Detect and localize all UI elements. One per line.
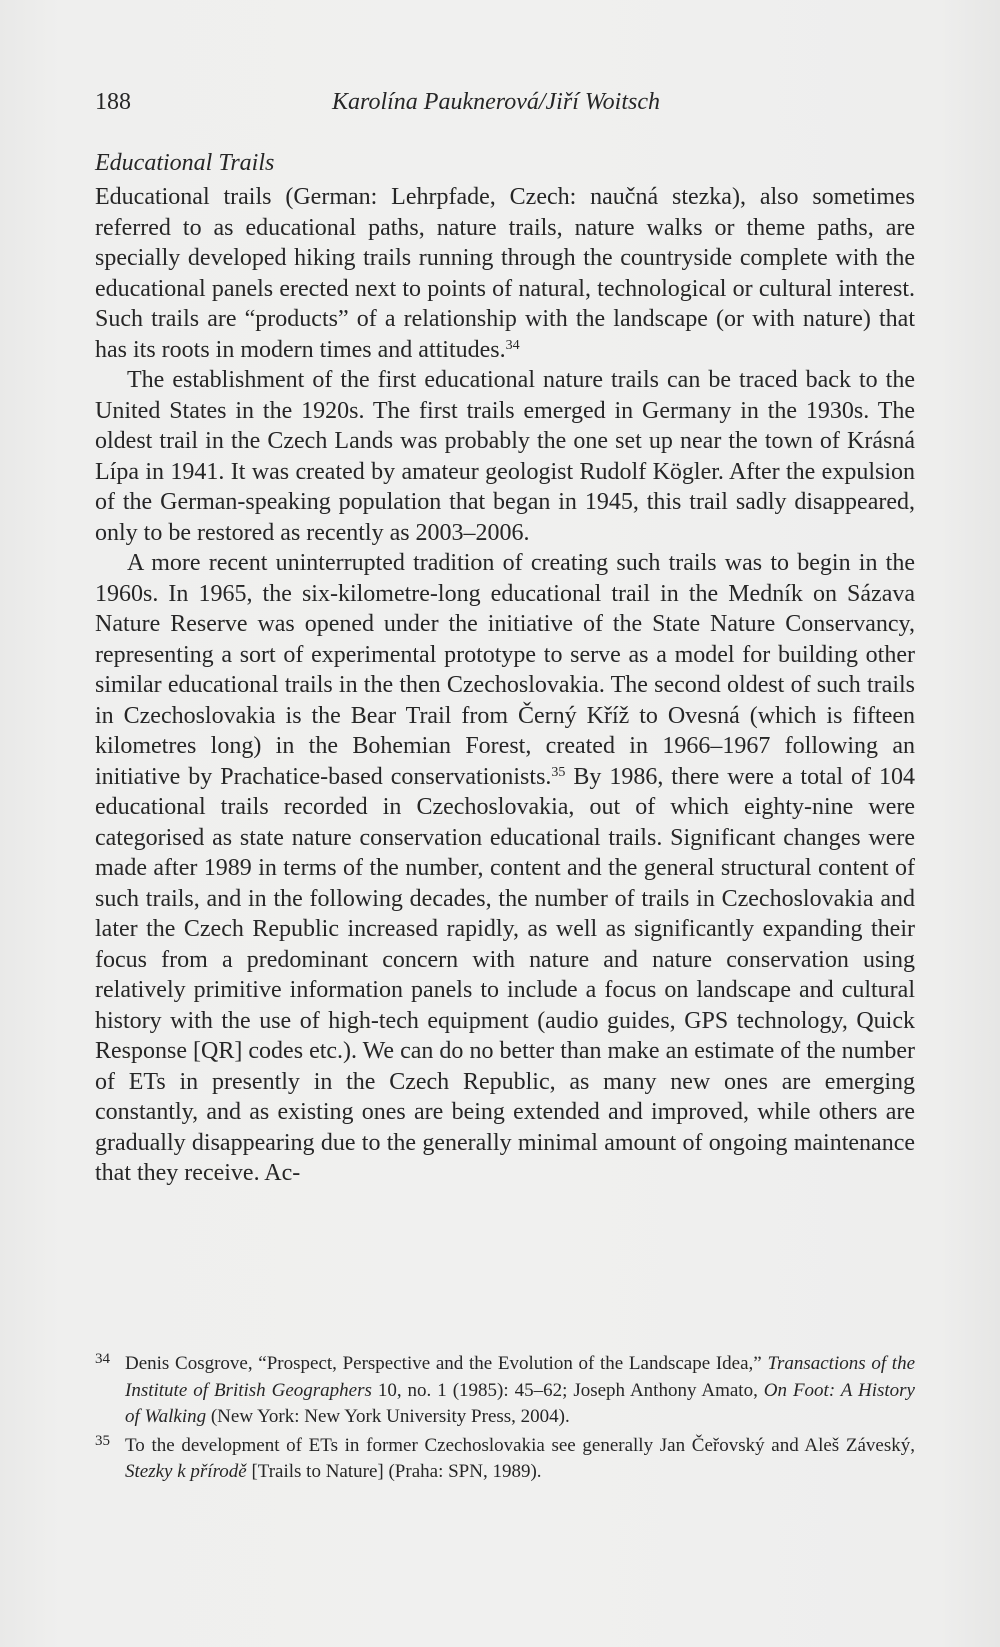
footnote-book-title: On Foot: A History of Walking [125, 1379, 915, 1427]
page-number: 188 [95, 89, 131, 115]
footnote-text: 10, no. 1 (1985): 45–62; Joseph Anthony Amato, [371, 1379, 764, 1401]
paragraph-2: The establishment of the first educational nature trails can be traced back to the United States in the 1920s. The first trails emerged in Germany in the 1930s. The oldest trail in the Czech Lands was probably the one set up near the town of Krásná Lípa in 1941. It was created by amateur geologist Rudolf Kögler. After the expulsion of the German-speaking population that began in 1945, this trail sadly disappeared, only to be restored as recently as 2003–2006. [95, 367, 915, 546]
footnote-34 [95, 1351, 915, 1431]
running-title: Karolína Pauknerová/Jiří Woitsch [332, 89, 660, 115]
paragraph-3 [95, 548, 915, 1189]
footnotes [95, 1351, 915, 1488]
main-text [95, 148, 915, 1189]
paragraph-1 [95, 182, 915, 365]
footnote-35 [95, 1433, 915, 1486]
running-head [95, 84, 915, 120]
footnote-number: 34 [95, 1351, 110, 1367]
footnote-text: [Trails to Nature] (Praha: SPN, 1989). [246, 1461, 542, 1482]
footnote-text: (New York: New York University Press, 2004). [206, 1406, 570, 1427]
footnote-journal-title: Transactions of the Institute of British Geographers [125, 1353, 915, 1401]
paragraph-3-text-after: By 1986, there were a total of 104 educational trails recorded in Czechoslovakia, out of which eighty-nine were categorised as state nature conservation educational trails. Significant changes were made after 1989 in terms of the number, content and the general structural content of such trails, and in the following decades, the number of trails in Czechoslovakia and later the Czech Republic increased rapidly, as well as significantly expanding their focus from a predominant concern with nature and nature conservation using relatively primitive information panels to include a focus on landscape and cultural history with the use of high-tech equipment (audio guides, GPS technology, Quick Response [QR] codes etc.). We can do no better than make an estimate of the number of ETs in presently in the Czech Republic, as many new ones are emerging constantly, and as existing ones are being extended and improved, while others are gradually disappearing due to the generally minimal amount of ongoing maintenance that they receive. Ac- [95, 763, 916, 1186]
footnote-ref-35[interactable]: 35 [551, 764, 566, 780]
footnote-book-title: Stezky k přírodě [125, 1461, 247, 1482]
paragraph-1-text: Educational trails (German: Lehrpfade, Czech: naučná stezka), also sometimes referred to as educational paths, nature trails, nature walks or theme paths, are specially developed hiking trails running through the countryside complete with the educational panels erected next to points of natural, technological or cultural interest. Such trails are “products” of a relationship with the landscape (or with nature) that has its roots in modern times and attitudes. [95, 184, 915, 363]
footnote-text: Denis Cosgrove, “Prospect, Perspective and the Evolution of the Landscape Idea,” [125, 1353, 768, 1374]
section-heading: Educational Trails [95, 150, 275, 176]
paragraph-3-text-before: A more recent uninterrupted tradition of creating such trails was to begin in the 1960s. In 1965, the six-kilometre-long educational trail in the Medník on Sázava Nature Reserve was opened under the initiative of the State Nature Conservancy, representing a sort of experimental prototype to serve as a model for building other similar educational trails in the then Czechoslovakia. The second oldest of such trails in Czechoslovakia is the Bear Trail from Černý Kříž to Ovesná (which is fifteen kilometres long) in the Bohemian Forest, created in 1966–1967 following an initiative by Prachatice-based conservationists. [95, 550, 915, 790]
footnote-number: 35 [95, 1432, 110, 1449]
footnote-text: To the development of ETs in former Czechoslovakia see generally Jan Čeřovský and Aleš Záveský, [125, 1434, 915, 1456]
footnote-ref-34[interactable]: 34 [505, 337, 520, 353]
